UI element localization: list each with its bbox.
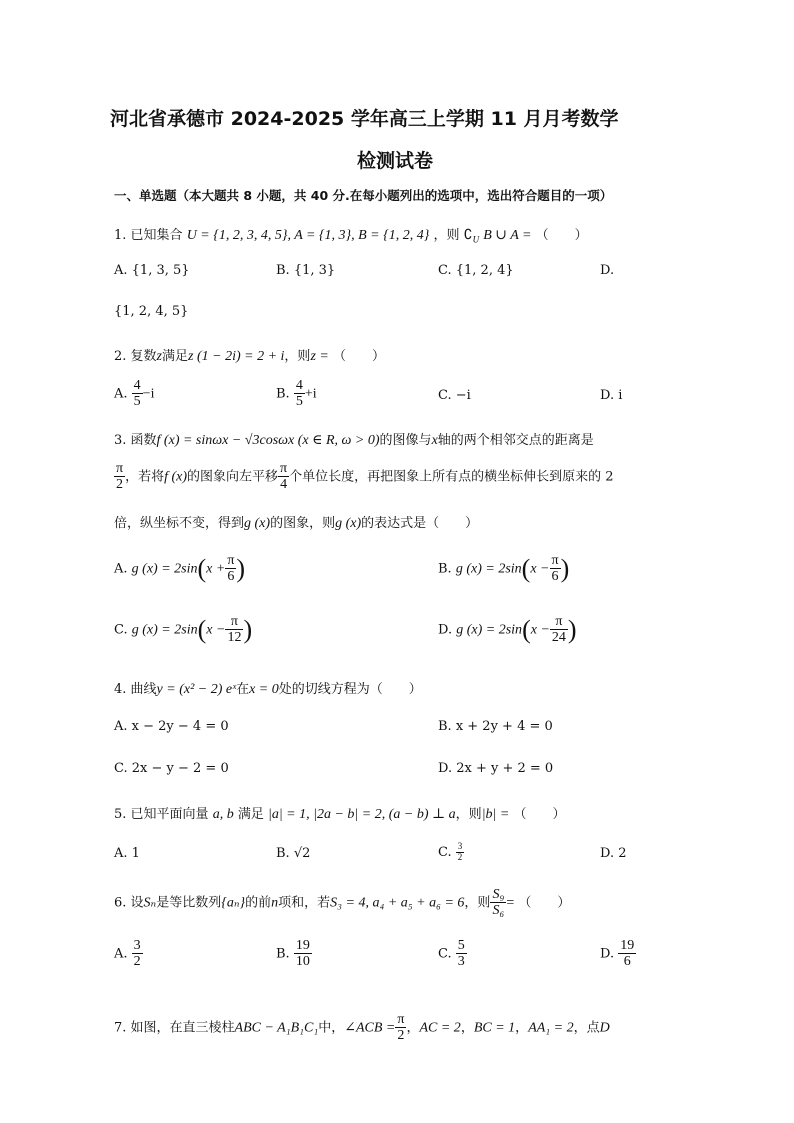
q2-option-d: D. i bbox=[600, 388, 623, 403]
q3-d-label: D. bbox=[438, 622, 453, 638]
q6-eq: = bbox=[506, 895, 515, 911]
q3-option-d: D. g (x) = 2sin(x − $\frac{\pi}{24}$ ) bbox=[438, 614, 577, 646]
q6-c-num: 5 bbox=[457, 938, 465, 953]
q1-option-c: C. {1, 2, 4} bbox=[438, 263, 514, 278]
q7-bc: BC = 1 bbox=[473, 1020, 516, 1036]
q7-prism: ABC − A₁B₁C₁ bbox=[234, 1020, 319, 1036]
q3-gx2: g (x) bbox=[335, 516, 362, 531]
q3-d-frac bbox=[550, 614, 568, 646]
q4-option-d: D. 2x + y + 2 = 0 bbox=[438, 761, 554, 776]
q1-lead: 1. 已知集合 bbox=[114, 228, 183, 243]
q1-option-d: D. bbox=[600, 263, 615, 278]
q3-option-a: A. g (x) = 2sin(x + $\frac{\pi}{6}$ ) bbox=[114, 553, 246, 585]
q3-b-expr: g (x) = 2sin bbox=[455, 561, 522, 577]
q2-tail: ，则 bbox=[284, 349, 311, 364]
q6-c-den: 3 bbox=[457, 954, 465, 970]
q2-a-tail: −i bbox=[142, 386, 155, 402]
q7-mid: 中， bbox=[318, 1020, 345, 1036]
q3-pi-half bbox=[114, 461, 125, 493]
q5-mid: 满足 bbox=[237, 807, 264, 822]
q1-expr: B ∪ A = bbox=[483, 228, 532, 243]
q2-a-den: 5 bbox=[133, 394, 141, 410]
q6-option-d bbox=[600, 938, 636, 970]
q2-option-b bbox=[276, 378, 317, 410]
question-2 bbox=[114, 345, 385, 365]
q3-shift-num: π bbox=[280, 461, 288, 476]
q3-a-label: A. bbox=[114, 561, 128, 577]
q3-a-expr: g (x) = 2sin bbox=[131, 561, 198, 577]
q3-option-b: B. g (x) = 2sin(x − $\frac{\pi}{6}$ ) bbox=[438, 553, 570, 585]
q3-tail: 轴的两个相邻交点的距离是 bbox=[437, 433, 594, 448]
q6-a-den: 2 bbox=[133, 954, 141, 970]
q7-angle-num: π bbox=[397, 1012, 405, 1027]
q3-c-frac bbox=[225, 614, 243, 646]
q6-option-c bbox=[438, 938, 467, 970]
q6-ratio bbox=[490, 887, 506, 919]
q4-lead: 4. 曲线 bbox=[114, 682, 157, 697]
q7-c1: ， bbox=[406, 1020, 420, 1036]
q1-blank: （ ） bbox=[535, 228, 588, 243]
q5-c-frac bbox=[456, 842, 465, 863]
q2-a-frac bbox=[132, 378, 143, 410]
q6-option-a bbox=[114, 938, 143, 970]
q1-sub: U bbox=[472, 234, 480, 245]
question-6 bbox=[114, 887, 570, 919]
q3-c-den: 12 bbox=[227, 630, 242, 646]
q7-ac: AC = 2 bbox=[419, 1020, 461, 1036]
doc-title-line2: 检测试卷 bbox=[357, 150, 434, 172]
q3-shift-den: 4 bbox=[280, 477, 288, 493]
q3-lead: 3. 函数 bbox=[114, 433, 157, 448]
question-1 bbox=[114, 224, 588, 245]
question-4 bbox=[114, 678, 422, 698]
q6-c-frac bbox=[456, 938, 467, 970]
q7-lead: 7. 如图，在直三棱柱 bbox=[114, 1020, 235, 1036]
q6-option-b bbox=[276, 938, 312, 970]
q3-l3c: 的表达式是（ ） bbox=[361, 516, 479, 531]
q3-c-label: C. bbox=[114, 622, 128, 638]
q2-b-num: 4 bbox=[295, 378, 303, 393]
q6-b-frac bbox=[294, 938, 312, 970]
q6-mid2: 的前 bbox=[245, 895, 272, 911]
q1-mid: ，则 bbox=[433, 228, 460, 243]
q3-a-frac bbox=[225, 553, 236, 585]
q3-l2c: 个单位长度，再把图象上所有点的横坐标伸长到原来的 2 bbox=[289, 469, 614, 485]
q5-option-a: A. 1 bbox=[114, 846, 140, 861]
q3-a-in: x + bbox=[206, 561, 226, 577]
q5-ask: |b| = bbox=[481, 807, 510, 822]
q1-complement: ∁ bbox=[463, 228, 473, 243]
q5-vectors: a, b bbox=[212, 807, 234, 822]
q6-ratio-den: S₆ bbox=[492, 903, 505, 919]
q6-cond: S₃ = 4, a₄ + a₅ + a₆ = 6 bbox=[330, 895, 465, 911]
q6-a-label: A. bbox=[114, 946, 128, 962]
q5-blank: （ ） bbox=[513, 807, 566, 822]
q5-cond: |a| = 1, |2a − b| = 2, (a − b) ⊥ a bbox=[267, 807, 456, 822]
q4-option-b: B. x + 2y + 4 = 0 bbox=[438, 719, 553, 734]
q2-eq: z (1 − 2i) = 2 + i bbox=[188, 349, 285, 364]
q4-tail: 处的切线方程为（ ） bbox=[278, 682, 422, 697]
q6-d-label: D. bbox=[600, 946, 615, 962]
q3-c-expr: g (x) = 2sin bbox=[131, 622, 198, 638]
q4-option-c: C. 2x − y − 2 = 0 bbox=[114, 761, 229, 776]
q7-c3: ， bbox=[515, 1020, 529, 1036]
q3-a-num: π bbox=[227, 553, 235, 568]
q1-sets: U = {1, 2, 3, 4, 5}, A = {1, 3}, B = {1, 2, 4} bbox=[186, 228, 430, 243]
q3-l3a: 倍，纵坐标不变，得到 bbox=[114, 516, 245, 531]
q2-b-label: B. bbox=[276, 386, 290, 402]
section-heading: 一、单选题（本大题共 8 小题，共 40 分.在每小题列出的选项中，选出符合题目的一项） bbox=[114, 188, 613, 203]
q4-point: x = 0 bbox=[249, 682, 279, 697]
question-5 bbox=[114, 803, 566, 823]
q3-b-den: 6 bbox=[551, 569, 559, 585]
q5-option-d: D. 2 bbox=[600, 846, 627, 861]
question-3 bbox=[114, 429, 594, 449]
question-3-line3 bbox=[114, 512, 478, 532]
q6-ratio-num: S₉ bbox=[492, 887, 505, 902]
q3-b-frac bbox=[550, 553, 561, 585]
q7-angle: ∠ACB = bbox=[344, 1020, 396, 1036]
q3-b-num: π bbox=[551, 553, 559, 568]
q5-lead: 5. 已知平面向量 bbox=[114, 807, 209, 822]
q6-d-frac bbox=[618, 938, 636, 970]
q6-mid: 是等比数列 bbox=[156, 895, 222, 911]
q3-l2a: ，若将 bbox=[125, 469, 165, 485]
q2-b-frac bbox=[294, 378, 305, 410]
q3-d-den: 24 bbox=[551, 630, 566, 646]
q2-z2: z = bbox=[310, 349, 329, 364]
q6-d-den: 6 bbox=[623, 954, 631, 970]
q3-b-in: x − bbox=[530, 561, 550, 577]
q7-c4: ，点 bbox=[573, 1020, 600, 1036]
q4-curve: y = (x² − 2) eˣ bbox=[156, 682, 237, 697]
q5-c-den: 2 bbox=[457, 851, 463, 862]
q3-d-in: x − bbox=[530, 622, 550, 638]
q3-gx: g (x) bbox=[244, 516, 271, 531]
q3-l2b: 的图象向左平移 bbox=[187, 469, 279, 485]
q3-pi-num: π bbox=[116, 461, 124, 476]
q6-d-num: 19 bbox=[620, 938, 635, 953]
question-3-line2 bbox=[114, 461, 614, 493]
q6-b-num: 19 bbox=[295, 938, 310, 953]
q3-c-num: π bbox=[225, 614, 243, 630]
q2-b-den: 5 bbox=[295, 394, 303, 410]
q2-blank: （ ） bbox=[332, 349, 385, 364]
q6-lead: 6. 设 bbox=[114, 895, 144, 911]
q7-angle-den: 2 bbox=[397, 1028, 405, 1044]
q6-mid3: 项和，若 bbox=[278, 895, 331, 911]
q3-d-expr: g (x) = 2sin bbox=[456, 622, 523, 638]
q1-option-b: B. {1, 3} bbox=[276, 263, 336, 278]
q3-option-c: C. g (x) = 2sin(x − $\frac{\pi}{12}$ ) bbox=[114, 614, 253, 646]
q3-func: f (x) = sinωx − √3cosωx (x ∈ R, ω > 0) bbox=[156, 433, 380, 448]
q2-b-tail: +i bbox=[304, 386, 317, 402]
q6-b-den: 10 bbox=[295, 954, 310, 970]
q1-option-a: A. {1, 3, 5} bbox=[114, 263, 190, 278]
q6-blank: （ ） bbox=[518, 895, 571, 911]
q3-d-num: π bbox=[550, 614, 568, 630]
q6-an: {aₙ} bbox=[221, 895, 246, 911]
q2-mid: 满足 bbox=[162, 349, 189, 364]
q6-tail: ，则 bbox=[464, 895, 491, 911]
q5-c-label: C. bbox=[438, 844, 452, 860]
q7-angle-frac bbox=[395, 1012, 406, 1044]
q6-b-label: B. bbox=[276, 946, 290, 962]
q2-a-num: 4 bbox=[133, 378, 141, 393]
q4-mid: 在 bbox=[236, 682, 250, 697]
q5-option-c bbox=[438, 842, 464, 863]
q3-pi-den: 2 bbox=[116, 477, 124, 493]
question-7 bbox=[114, 1012, 610, 1044]
q3-mid: 的图像与 bbox=[379, 433, 432, 448]
q6-a-frac bbox=[132, 938, 143, 970]
q3-b-label: B. bbox=[438, 561, 452, 577]
doc-title-line1: 河北省承德市 2024-2025 学年高三上学期 11 月月考数学 bbox=[110, 108, 619, 130]
q2-lead: 2. 复数 bbox=[114, 349, 157, 364]
q5-c-num: 3 bbox=[457, 841, 463, 851]
q3-fx: f (x) bbox=[164, 469, 188, 485]
q2-option-a bbox=[114, 378, 154, 410]
q5-tail: ，则 bbox=[455, 807, 482, 822]
q1-option-d-value: {1, 2, 4, 5} bbox=[114, 304, 189, 319]
q3-x: x bbox=[431, 433, 438, 448]
q3-shift bbox=[278, 461, 289, 493]
q2-option-c: C. −i bbox=[438, 388, 471, 403]
q6-sn: Sₙ bbox=[143, 895, 157, 911]
q3-l3b: 的图象，则 bbox=[270, 516, 336, 531]
q6-a-num: 3 bbox=[133, 938, 141, 953]
q6-n: n bbox=[271, 895, 279, 911]
q5-option-b: B. √2 bbox=[276, 846, 311, 861]
q7-aa: AA₁ = 2 bbox=[528, 1020, 574, 1036]
q7-c2: ， bbox=[460, 1020, 474, 1036]
q3-a-den: 6 bbox=[227, 569, 235, 585]
q2-a-label: A. bbox=[114, 386, 128, 402]
q6-c-label: C. bbox=[438, 946, 452, 962]
q7-d: D bbox=[599, 1020, 610, 1036]
q2-z: z bbox=[156, 349, 162, 364]
q3-c-in: x − bbox=[206, 622, 226, 638]
q4-option-a: A. x − 2y − 4 = 0 bbox=[114, 719, 229, 734]
